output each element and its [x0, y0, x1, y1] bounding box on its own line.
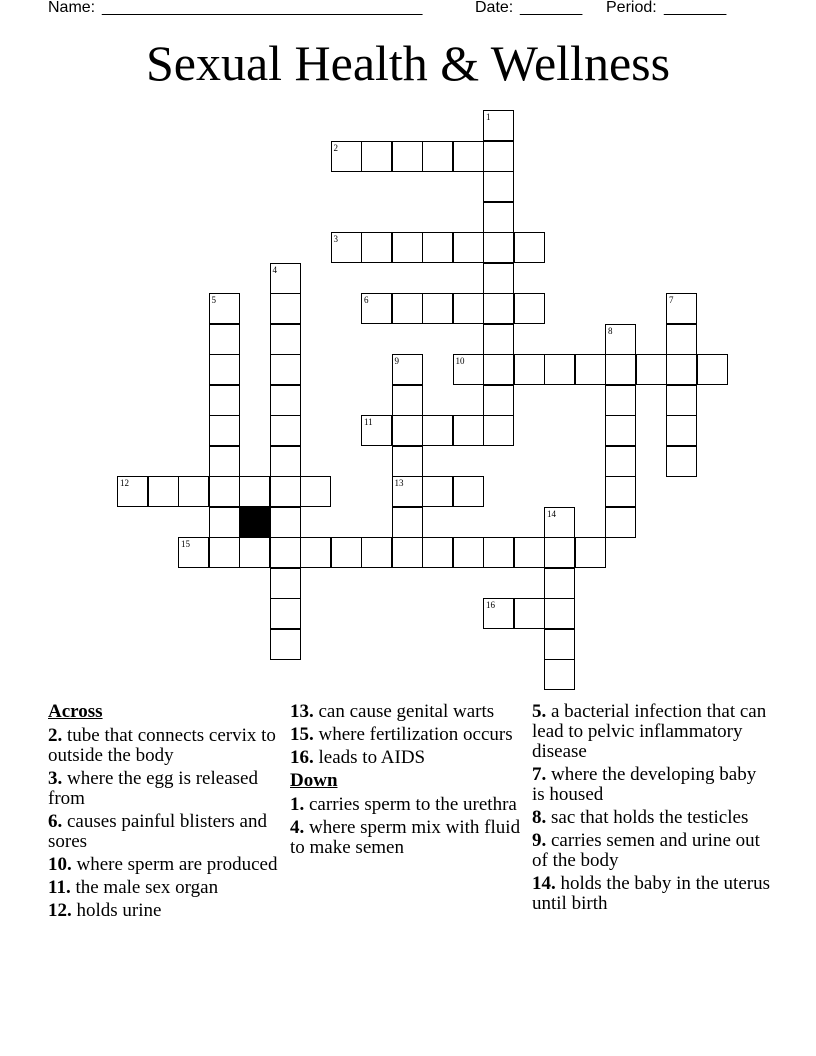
crossword-cell[interactable] — [483, 385, 514, 416]
clue-down-8: 8. sac that holds the testicles — [532, 807, 749, 828]
crossword-cell[interactable] — [422, 476, 453, 507]
crossword-cell[interactable] — [483, 110, 514, 141]
clue-number: 1 — [486, 112, 491, 122]
clue-number: 14 — [547, 508, 556, 519]
crossword-cell[interactable] — [361, 141, 392, 172]
crossword-cell[interactable] — [331, 537, 362, 568]
clue-number: 5 — [211, 295, 216, 305]
crossword-cell[interactable] — [514, 293, 545, 324]
crossword-cell[interactable] — [453, 141, 484, 172]
crossword-cell[interactable] — [270, 415, 301, 446]
crossword-cell[interactable] — [483, 354, 514, 385]
crossword-cell[interactable] — [636, 354, 667, 385]
crossword-cell[interactable] — [422, 141, 453, 172]
clue-down-1: 1. carries sperm to the urethra — [290, 794, 517, 815]
crossword-cell[interactable] — [270, 568, 301, 599]
clue-column-3 — [532, 702, 772, 917]
clue-number: 6 — [364, 295, 369, 305]
crossword-cell[interactable] — [392, 446, 423, 477]
period-field[interactable]: _______ — [664, 0, 727, 16]
crossword-cell[interactable] — [392, 232, 423, 263]
crossword-cell[interactable] — [361, 537, 392, 568]
date-label: Date: — [475, 0, 514, 16]
crossword-cell[interactable] — [209, 446, 240, 477]
crossword-cell[interactable] — [483, 171, 514, 202]
crossword-cell[interactable] — [575, 537, 606, 568]
crossword-cell[interactable] — [270, 324, 301, 355]
crossword-cell[interactable] — [514, 537, 545, 568]
crossword-cell[interactable] — [422, 415, 453, 446]
crossword-cell[interactable] — [209, 293, 240, 324]
clue-number: 2 — [333, 142, 338, 153]
clue-down-9: 9. carries semen and urine out of the body — [532, 830, 760, 871]
crossword-cell[interactable] — [270, 446, 301, 477]
crossword-cell[interactable] — [270, 263, 301, 294]
crossword-cell[interactable] — [605, 324, 636, 355]
clue-across-16: 16. leads to AIDS — [290, 747, 426, 768]
crossword-cell[interactable] — [209, 385, 240, 416]
crossword-cell[interactable] — [270, 293, 301, 324]
down-heading: Down — [290, 770, 338, 791]
crossword-cell[interactable] — [392, 385, 423, 416]
crossword-cell[interactable] — [483, 293, 514, 324]
crossword-cell[interactable] — [270, 476, 301, 507]
crossword-cell[interactable] — [300, 476, 331, 507]
crossword-cell[interactable] — [514, 232, 545, 263]
clue-number: 13 — [394, 478, 404, 488]
clue-across-6: 6. causes painful blisters and sores — [48, 811, 267, 852]
crossword-cell[interactable] — [666, 324, 697, 355]
crossword-cell[interactable] — [270, 385, 301, 416]
crossword-cell[interactable] — [209, 507, 240, 538]
crossword-cell[interactable] — [544, 537, 575, 568]
crossword-cell[interactable] — [483, 141, 514, 172]
crossword-cell[interactable] — [392, 537, 423, 568]
crossword-cell[interactable] — [483, 537, 514, 568]
crossword-cell[interactable] — [392, 415, 423, 446]
crossword-cell[interactable] — [605, 476, 636, 507]
crossword-cell[interactable] — [544, 507, 575, 538]
crossword-cell[interactable] — [483, 415, 514, 446]
date-field[interactable]: _______ — [520, 0, 583, 16]
crossword-cell[interactable] — [605, 354, 636, 385]
clue-across-13: 13. can cause genital warts — [290, 701, 495, 722]
clue-across-11: 11. the male sex organ — [48, 877, 219, 898]
clue-down-5: 5. a bacterial infection that can lead to pelvic inflammatory disease — [532, 701, 767, 762]
name-label: Name: — [48, 0, 96, 16]
crossword-cell[interactable] — [666, 293, 697, 324]
name-field[interactable]: ____________________________________ — [102, 0, 423, 16]
clue-down-14: 14. holds the baby in the uterus until birth — [532, 873, 770, 914]
crossword-cell[interactable] — [361, 232, 392, 263]
clue-down-4: 4. where sperm mix with fluid to make semen — [290, 817, 521, 858]
crossword-cell[interactable] — [331, 232, 362, 263]
clue-number: 8 — [608, 325, 613, 336]
crossword-cell[interactable] — [666, 354, 697, 385]
crossword-cell[interactable] — [361, 293, 392, 324]
crossword-cell[interactable] — [514, 598, 545, 629]
crossword-cell[interactable] — [209, 324, 240, 355]
clue-column-1 — [48, 702, 283, 924]
crossword-cell[interactable] — [270, 598, 301, 629]
crossword-cell[interactable] — [483, 232, 514, 263]
clue-number: 3 — [333, 234, 338, 244]
crossword-cell[interactable] — [209, 476, 240, 507]
crossword-cell[interactable] — [239, 537, 270, 568]
crossword-cell[interactable] — [422, 537, 453, 568]
crossword-cell[interactable] — [300, 537, 331, 568]
crossword-cell[interactable] — [605, 446, 636, 477]
shaded-cell — [239, 507, 270, 538]
crossword-cell[interactable] — [453, 232, 484, 263]
crossword-cell[interactable] — [117, 476, 148, 507]
crossword-cell[interactable] — [483, 598, 514, 629]
across-heading: Across — [48, 701, 103, 722]
crossword-cell[interactable] — [666, 415, 697, 446]
crossword-cell[interactable] — [483, 324, 514, 355]
crossword-cell[interactable] — [544, 629, 575, 660]
clue-across-15: 15. where fertilization occurs — [290, 724, 513, 745]
clue-number: 16 — [486, 600, 495, 610]
crossword-cell[interactable] — [666, 385, 697, 416]
clue-column-2 — [290, 702, 525, 861]
crossword-cell[interactable] — [209, 537, 240, 568]
crossword-cell[interactable] — [209, 354, 240, 385]
crossword-cell[interactable] — [392, 293, 423, 324]
clue-number: 11 — [364, 417, 373, 427]
clue-across-3: 3. where the egg is released from — [48, 768, 258, 809]
period-label: Period: — [606, 0, 657, 16]
crossword-cell[interactable] — [178, 537, 209, 568]
crossword-cell[interactable] — [392, 141, 423, 172]
crossword-cell[interactable] — [422, 232, 453, 263]
crossword-cell[interactable] — [453, 537, 484, 568]
crossword-cell[interactable] — [666, 446, 697, 477]
crossword-cell[interactable] — [544, 598, 575, 629]
crossword-cell[interactable] — [270, 354, 301, 385]
crossword-cell[interactable] — [453, 476, 484, 507]
crossword-cell[interactable] — [544, 354, 575, 385]
clue-across-10: 10. where sperm are produced — [48, 854, 278, 875]
crossword-cell[interactable] — [605, 415, 636, 446]
crossword-cell[interactable] — [453, 415, 484, 446]
crossword-cell[interactable] — [392, 507, 423, 538]
clue-number: 15 — [181, 539, 190, 549]
crossword-cell[interactable] — [239, 476, 270, 507]
crossword-cell[interactable] — [270, 537, 301, 568]
crossword-cell[interactable] — [178, 476, 209, 507]
crossword-cell[interactable] — [514, 354, 545, 385]
crossword-cell[interactable] — [605, 385, 636, 416]
clue-number: 4 — [272, 264, 277, 275]
crossword-cell[interactable] — [148, 476, 179, 507]
crossword-cell[interactable] — [331, 141, 362, 172]
crossword-cell[interactable] — [544, 659, 575, 690]
clue-down-7: 7. where the developing baby is housed — [532, 764, 757, 805]
clue-number: 9 — [394, 356, 399, 366]
clue-across-12: 12. holds urine — [48, 900, 162, 921]
crossword-cell[interactable] — [544, 568, 575, 599]
crossword-cell[interactable] — [697, 354, 728, 385]
clue-number: 12 — [120, 478, 129, 488]
crossword-cell[interactable] — [453, 354, 484, 385]
crossword-cell[interactable] — [361, 415, 392, 446]
clue-number: 10 — [455, 356, 465, 366]
clue-across-2: 2. tube that connects cervix to outside the body — [48, 725, 276, 766]
crossword-cell[interactable] — [605, 507, 636, 538]
crossword-cell[interactable] — [483, 263, 514, 294]
crossword-cell[interactable] — [392, 354, 423, 385]
crossword-cell[interactable] — [575, 354, 606, 385]
clue-number: 7 — [669, 295, 674, 305]
crossword-cell[interactable] — [422, 293, 453, 324]
page-title: Sexual Health & Wellness — [145, 35, 671, 91]
crossword-cell[interactable] — [270, 629, 301, 660]
crossword-cell[interactable] — [270, 507, 301, 538]
crossword-cell[interactable] — [209, 415, 240, 446]
crossword-cell[interactable] — [392, 476, 423, 507]
crossword-cell[interactable] — [483, 202, 514, 233]
crossword-cell[interactable] — [453, 293, 484, 324]
